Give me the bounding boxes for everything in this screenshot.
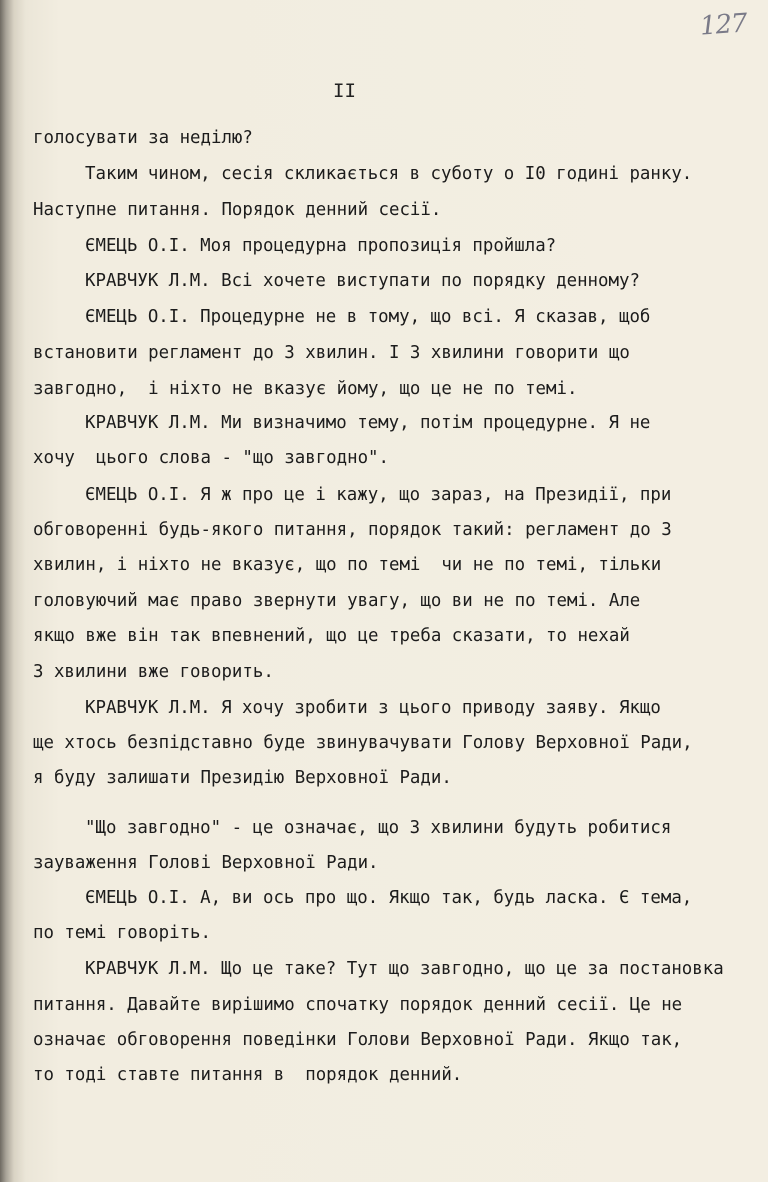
text-line: обговоренні будь-якого питання, порядок такий: регламент до 3 [33,520,672,540]
page-number: II [333,80,356,102]
text-line: хвилин, і ніхто не вказує, що по темі чи не по темі, тільки [33,555,662,575]
text-line: означає обговорення поведінки Голови Верховної Ради. Якщо так, [33,1030,683,1050]
text-line: Таким чином, сесія скликається в суботу о I0 годині ранку. [85,164,693,184]
text-line: по темі говоріть. [33,923,211,943]
text-line: ЄМЕЦЬ О.І. А, ви ось про що. Якщо так, будь ласка. Є тема, [85,888,693,908]
text-line: 3 хвилини вже говорить. [33,662,274,682]
text-line: ЄМЕЦЬ О.І. Процедурне не в тому, що всі. Я сказав, щоб [85,307,651,327]
text-line: питання. Давайте вирішимо спочатку порядок денний сесії. Це не [33,995,683,1015]
text-line: ЄМЕЦЬ О.І. Моя процедурна пропозиція пройшла? [85,236,557,256]
text-line: КРАВЧУК Л.М. Що це таке? Тут що завгодно, що це за постановка [85,959,724,979]
text-line: голосувати за неділю? [33,128,253,148]
text-line: встановити регламент до 3 хвилин. І 3 хвилини говорити що [33,343,630,363]
text-line: "Що завгодно" - це означає, що 3 хвилини будуть робитися [85,818,672,838]
text-line: я буду залишати Президію Верховної Ради. [33,768,452,788]
text-line: зауваження Голові Верховної Ради. [33,853,379,873]
text-line: якщо вже він так впевнений, що це треба сказати, то нехай [33,626,630,646]
text-line: КРАВЧУК Л.М. Всі хочете виступати по порядку денному? [85,271,640,291]
handwritten-folio-number: 127 [699,8,748,42]
text-line: головуючий має право звернути увагу, що ви не по темі. Але [33,591,641,611]
text-line: завгодно, і ніхто не вказує йому, що це не по темі. [33,379,578,399]
text-line: КРАВЧУК Л.М. Ми визначимо тему, потім процедурне. Я не [85,413,651,433]
text-line: ще хтось безпідставно буде звинувачувати Голову Верховної Ради, [33,733,693,753]
text-line: то тоді ставте питання в порядок денний. [33,1065,463,1085]
text-line: ЄМЕЦЬ О.І. Я ж про це і кажу, що зараз, на Президії, при [85,485,672,505]
text-line: хочу цього слова - "що завгодно". [33,448,389,468]
text-line: КРАВЧУК Л.М. Я хочу зробити з цього приводу заяву. Якщо [85,698,661,718]
text-line: Наступне питання. Порядок денний сесії. [33,200,442,220]
